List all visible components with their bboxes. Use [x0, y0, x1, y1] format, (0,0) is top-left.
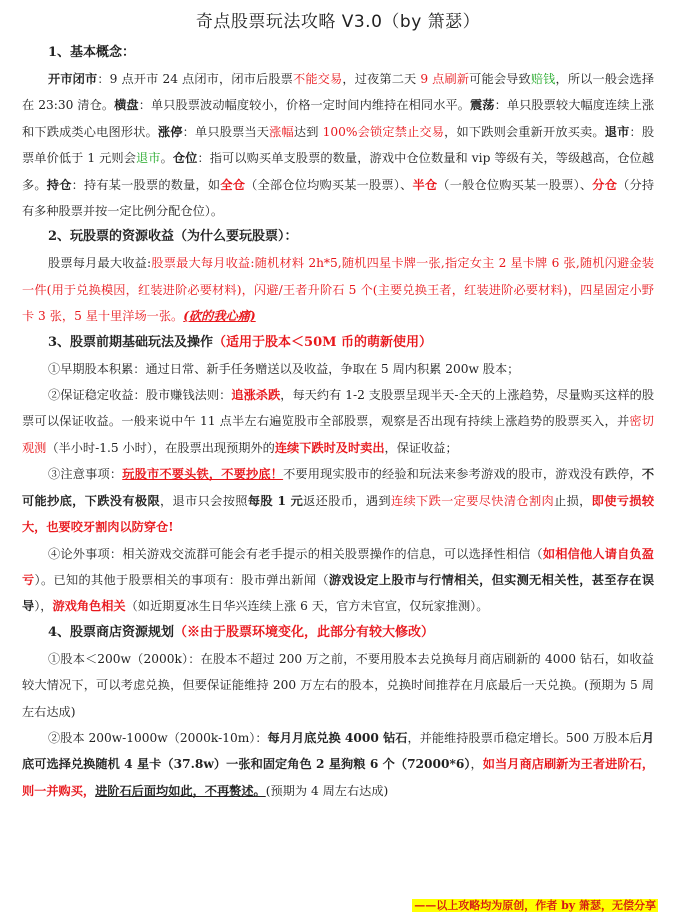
- term-position: 仓位: [172, 151, 198, 166]
- term-limit-up: 涨停: [157, 124, 183, 139]
- document-page: [22, 10, 654, 804]
- paragraph-basic-concepts: 开市闭市：9 点开市 24 点闭市，闭市后股票不能交易，过夜第二天 9 点刷新可能会导致赔钱，所以一般会选择在 23:30 清仓。横盘：单只股票波动幅度较小，价格一定时间内维持在相同水平。震荡：单只股票较大幅度连续上涨和下跌成类心电图形状。涨停：单只股票当天涨幅达到 100%会锁定禁止交易，如下跌则会重新开放买卖。退市：股票单价低于 1 元则会退市。仓位：指可以购买单支股票的数量，游戏中仓位数量和 vip 等级有关，等级越高，仓位越多。持仓：持有某一股票的数量，如全仓（全部仓位均购买某一股票）、半仓（一般仓位购买某一股票）、分仓（分持有多种股票并按一定比例分配仓位）。: [22, 72, 655, 219]
- paragraph-capital-under-200w: ①股本＜200w（2000k）：在股本不超过 200 万之前，不要用股本去兑换每月商店刷新的 4000 钻石，如收益较大情况下，可以考虑兑换，但要保证能维持 200 万左右的股本，兑换时间推荐在月底最后一天兑换。(预期为 5 周左右达成): [22, 651, 654, 719]
- paragraph-precautions: ③注意事项：玩股市不要头铁，不要抄底！不要用现实股市的经验和玩法来参考游戏的股市，游戏没有跌停，不可能抄底，下跌没有极限，退市只会按照每股 1 元返还股币，遇到连续下跌一定要尽快清仓割肉止损，即使亏损较大，也要咬牙割肉以防穿仓!: [22, 467, 655, 535]
- author-credit-footer: ——以上攻略均为原创，作者 by 箫瑟，无偿分享: [414, 899, 656, 912]
- term-open-close: 开市闭市: [48, 72, 98, 86]
- term-oscillation: 震荡: [470, 98, 495, 113]
- document-title: 奇点股票玩法攻略 V3.0（by 箫瑟）: [195, 12, 481, 32]
- paragraph-capital-200w-1000w: ②股本 200w-1000w（2000k-10m）：每月月底兑换 4000 钻石，并能维持股票币稳定增长。500 万股本后月底可选择兑换随机 4 星卡（37.8w）一张和固定角色 2 星狗粮 6 个（72000*6），如当月商店刷新为王者进阶石，则一并购买，进阶石后面均如此，不再赘述。(预期为 4 周左右达成): [22, 730, 655, 798]
- term-holding: 持仓: [46, 177, 72, 192]
- term-delisting: 退市: [604, 124, 630, 139]
- term-sideways: 横盘: [114, 98, 139, 113]
- section-heading-note: （适用于股本＜50M 币的萌新使用）: [213, 334, 433, 350]
- paragraph-resource-income: 股票每月最大收益:股票最大每月收益:随机材料 2h*5,随机四星卡牌一张,指定女主 2 星卡牌 6 张,随机闪避金装一件(用于兑换模因，红装进阶必要材料)，闪避/王者升阶石 5 个(主要兑换王者，红装进阶必要材料)，四星固定小野卡 3 张，5 星十里洋场一张。(砍的我心痛): [22, 256, 654, 324]
- paragraph-other-matters: ④论外事项：相关游戏交流群可能会有老手提示的相关股票操作的信息，可以选择性相信（如相信他人请自负盈亏）。已知的其他于股票相关的事项有：股市弹出新闻（游戏设定上股市与行情相关，但实测无相关性，甚至存在误导），游戏角色相关（如近期夏冰生日华兴连续上涨 6 天，官方未官宣，仅玩家推测）。: [22, 546, 655, 614]
- section-heading-note: （※由于股票环境变化，此部分有较大修改）: [174, 624, 435, 640]
- comment-note: (砍的我心痛): [183, 309, 256, 324]
- paragraph-stable-income: ②保证稳定收益：股市赚钱法则：追涨杀跌，每天约有 1-2 支股票呈现半天-全天的上涨趋势，尽量购买这样的股票可以保证收益。一般来说中午 11 点半左右遍览股市全部股票，观察是否出现有持续上涨趋势的股票买入，并密切观测（半小时-1.5 小时），在股票出现预期外的连续下跌时及时卖出，保证收益；: [22, 388, 655, 455]
- section-heading-shop-planning: 4、股票商店资源规划（※由于股票环境变化，此部分有较大修改）: [48, 624, 435, 640]
- section-heading-basic-play: 3、股票前期基础玩法及操作（适用于股本＜50M 币的萌新使用）: [48, 334, 433, 350]
- paragraph-early-capital: ①早期股本积累：通过日常、新手任务赠送以及收益，争取在 5 周内积累 200w 股本；: [48, 361, 520, 376]
- section-heading-basic-concepts: 1、基本概念：: [48, 45, 136, 60]
- section-heading-resource-income: 2、玩股票的资源收益（为什么要玩股票）：: [48, 229, 298, 245]
